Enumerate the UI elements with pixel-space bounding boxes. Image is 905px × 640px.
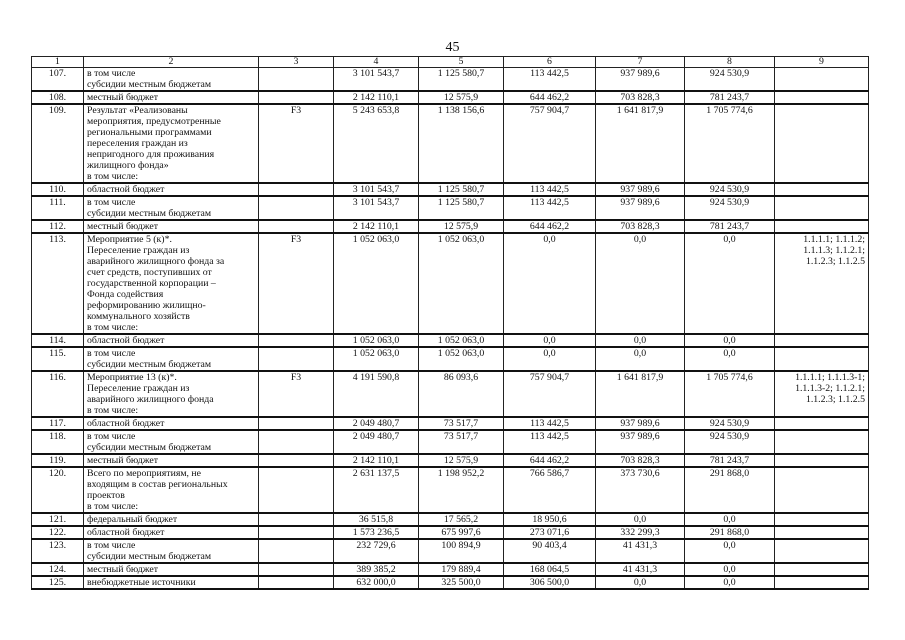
budget-code [259,68,334,92]
value-col-8: 924 530,9 [685,430,775,454]
task-reference [775,467,869,513]
table-row [32,371,869,417]
value-col-5: 1 125 580,7 [419,196,504,220]
value-col-6: 0,0 [504,334,596,347]
column-header: 1 [32,57,84,68]
column-header: 9 [775,57,869,68]
value-col-5: 1 125 580,7 [419,183,504,196]
row-number: 123. [32,539,84,563]
value-col-8: 781 243,7 [685,91,775,104]
value-col-7: 0,0 [596,576,685,589]
row-number: 122. [32,526,84,539]
value-col-7: 703 828,3 [596,220,685,233]
table-row [32,467,869,513]
value-col-7: 332 299,3 [596,526,685,539]
budget-code [259,196,334,220]
value-col-4: 2 142 110,1 [334,454,419,467]
budget-code [259,526,334,539]
value-col-8: 781 243,7 [685,220,775,233]
value-col-4: 3 101 543,7 [334,196,419,220]
value-col-7: 0,0 [596,334,685,347]
value-col-4: 1 052 063,0 [334,347,419,371]
value-col-8: 924 530,9 [685,183,775,196]
task-reference [775,196,869,220]
row-number: 115. [32,347,84,371]
value-col-6: 757 904,7 [504,104,596,183]
row-name: в том числе субсидии местным бюджетам [84,347,259,371]
value-col-4: 2 049 480,7 [334,430,419,454]
value-col-7: 0,0 [596,233,685,334]
value-col-7: 937 989,6 [596,183,685,196]
value-col-8: 924 530,9 [685,68,775,92]
task-reference: 1.1.1.1; 1.1.1.3-1; 1.1.1.3-2; 1.1.2.1; 1.1.2.3; 1.1.2.5 [775,371,869,417]
table-row [32,68,869,92]
value-col-8: 1 705 774,6 [685,104,775,183]
budget-code [259,563,334,576]
value-col-8: 0,0 [685,233,775,334]
value-col-8: 924 530,9 [685,417,775,430]
row-name: федеральный бюджет [84,513,259,526]
value-col-6: 0,0 [504,347,596,371]
task-reference [775,91,869,104]
value-col-8: 781 243,7 [685,454,775,467]
value-col-5: 1 125 580,7 [419,68,504,92]
value-col-4: 3 101 543,7 [334,68,419,92]
value-col-4: 2 142 110,1 [334,220,419,233]
value-col-7: 373 730,6 [596,467,685,513]
row-number: 121. [32,513,84,526]
row-number: 125. [32,576,84,589]
column-header: 5 [419,57,504,68]
row-number: 118. [32,430,84,454]
value-col-4: 1 052 063,0 [334,233,419,334]
row-name: Всего по мероприятиям, не входящим в состав региональных проектов в том числе: [84,467,259,513]
value-col-8: 0,0 [685,513,775,526]
value-col-8: 0,0 [685,563,775,576]
budget-code [259,576,334,589]
table-row [32,430,869,454]
value-col-4: 2 049 480,7 [334,417,419,430]
row-name: Мероприятие 5 (к)*. Переселение граждан из аварийного жилищного фонда за счет средств, поступивших от государственной корпорации – Фонда содействия реформированию жилищно- коммунального хозяйств в том числе: [84,233,259,334]
row-name: областной бюджет [84,526,259,539]
row-name: в том числе субсидии местным бюджетам [84,68,259,92]
value-col-6: 113 442,5 [504,417,596,430]
row-name: в том числе субсидии местным бюджетам [84,430,259,454]
column-header: 4 [334,57,419,68]
value-col-4: 389 385,2 [334,563,419,576]
budget-code [259,91,334,104]
value-col-5: 12 575,9 [419,220,504,233]
table-row [32,526,869,539]
budget-code [259,417,334,430]
value-col-4: 632 000,0 [334,576,419,589]
value-col-8: 0,0 [685,539,775,563]
value-col-5: 325 500,0 [419,576,504,589]
value-col-5: 1 052 063,0 [419,334,504,347]
value-col-5: 12 575,9 [419,454,504,467]
value-col-6: 168 064,5 [504,563,596,576]
value-col-5: 17 565,2 [419,513,504,526]
column-header: 8 [685,57,775,68]
budget-code [259,430,334,454]
value-col-6: 113 442,5 [504,430,596,454]
table-row [32,91,869,104]
value-col-4: 2 142 110,1 [334,91,419,104]
row-number: 112. [32,220,84,233]
value-col-7: 1 641 817,9 [596,371,685,417]
task-reference [775,417,869,430]
value-col-8: 291 868,0 [685,526,775,539]
task-reference [775,430,869,454]
row-name: Результат «Реализованы мероприятия, предусмотренные региональными программами переселения граждан из непригодного для проживания жилищного фонда» в том числе: [84,104,259,183]
task-reference [775,334,869,347]
table-row [32,563,869,576]
value-col-6: 18 950,6 [504,513,596,526]
column-header: 2 [84,57,259,68]
value-col-8: 924 530,9 [685,196,775,220]
row-number: 119. [32,454,84,467]
task-reference [775,183,869,196]
table-row [32,513,869,526]
value-col-5: 675 997,6 [419,526,504,539]
row-name: местный бюджет [84,220,259,233]
value-col-6: 273 071,6 [504,526,596,539]
value-col-4: 4 191 590,8 [334,371,419,417]
value-col-7: 41 431,3 [596,563,685,576]
task-reference [775,454,869,467]
column-header-row [32,57,869,68]
row-number: 114. [32,334,84,347]
task-reference: 1.1.1.1; 1.1.1.2; 1.1.1.3; 1.1.2.1; 1.1.2.3; 1.1.2.5 [775,233,869,334]
task-reference [775,220,869,233]
table-row [32,233,869,334]
budget-code [259,467,334,513]
value-col-6: 644 462,2 [504,91,596,104]
row-name: местный бюджет [84,91,259,104]
row-name: местный бюджет [84,454,259,467]
value-col-6: 113 442,5 [504,68,596,92]
value-col-6: 0,0 [504,233,596,334]
task-reference [775,576,869,589]
column-header: 6 [504,57,596,68]
value-col-7: 703 828,3 [596,454,685,467]
row-name: внебюджетные источники [84,576,259,589]
value-col-8: 0,0 [685,334,775,347]
value-col-5: 12 575,9 [419,91,504,104]
value-col-4: 232 729,6 [334,539,419,563]
table-row [32,104,869,183]
value-col-7: 937 989,6 [596,68,685,92]
table-row [32,454,869,467]
value-col-7: 703 828,3 [596,91,685,104]
task-reference [775,68,869,92]
row-name: Мероприятие 13 (к)*. Переселение граждан из аварийного жилищного фонда в том числе: [84,371,259,417]
budget-code: F3 [259,371,334,417]
value-col-4: 1 573 236,5 [334,526,419,539]
row-number: 107. [32,68,84,92]
value-col-7: 1 641 817,9 [596,104,685,183]
task-reference [775,526,869,539]
budget-code: F3 [259,104,334,183]
value-col-6: 113 442,5 [504,183,596,196]
value-col-4: 3 101 543,7 [334,183,419,196]
value-col-5: 179 889,4 [419,563,504,576]
value-col-5: 1 052 063,0 [419,233,504,334]
value-col-5: 73 517,7 [419,430,504,454]
row-name: в том числе субсидии местным бюджетам [84,539,259,563]
table-row [32,417,869,430]
task-reference [775,104,869,183]
value-col-7: 41 431,3 [596,539,685,563]
value-col-4: 1 052 063,0 [334,334,419,347]
budget-table [31,56,869,590]
value-col-5: 1 198 952,2 [419,467,504,513]
value-col-5: 73 517,7 [419,417,504,430]
budget-code [259,454,334,467]
value-col-7: 0,0 [596,347,685,371]
budget-code [259,334,334,347]
page-number: 45 [445,40,460,55]
value-col-8: 0,0 [685,576,775,589]
value-col-6: 766 586,7 [504,467,596,513]
budget-code [259,347,334,371]
value-col-6: 113 442,5 [504,196,596,220]
table-row [32,539,869,563]
row-number: 108. [32,91,84,104]
budget-code: F3 [259,233,334,334]
value-col-4: 5 243 653,8 [334,104,419,183]
value-col-4: 2 631 137,5 [334,467,419,513]
value-col-6: 90 403,4 [504,539,596,563]
table-row [32,576,869,589]
value-col-8: 0,0 [685,347,775,371]
row-number: 116. [32,371,84,417]
value-col-4: 36 515,8 [334,513,419,526]
row-name: в том числе субсидии местным бюджетам [84,196,259,220]
task-reference [775,513,869,526]
value-col-7: 0,0 [596,513,685,526]
row-name: областной бюджет [84,334,259,347]
task-reference [775,347,869,371]
value-col-7: 937 989,6 [596,417,685,430]
column-header: 7 [596,57,685,68]
row-number: 113. [32,233,84,334]
value-col-5: 1 138 156,6 [419,104,504,183]
row-name: областной бюджет [84,183,259,196]
task-reference [775,539,869,563]
row-name: местный бюджет [84,563,259,576]
value-col-5: 86 093,6 [419,371,504,417]
budget-code [259,220,334,233]
table-row [32,183,869,196]
row-number: 124. [32,563,84,576]
row-number: 109. [32,104,84,183]
value-col-6: 644 462,2 [504,220,596,233]
value-col-6: 644 462,2 [504,454,596,467]
budget-code [259,539,334,563]
value-col-7: 937 989,6 [596,430,685,454]
row-number: 117. [32,417,84,430]
value-col-8: 291 868,0 [685,467,775,513]
value-col-8: 1 705 774,6 [685,371,775,417]
row-number: 120. [32,467,84,513]
budget-code [259,513,334,526]
table-row [32,196,869,220]
table-row [32,220,869,233]
table-row [32,347,869,371]
table-row [32,334,869,347]
value-col-6: 306 500,0 [504,576,596,589]
row-name: областной бюджет [84,417,259,430]
row-number: 111. [32,196,84,220]
value-col-5: 1 052 063,0 [419,347,504,371]
budget-code [259,183,334,196]
value-col-5: 100 894,9 [419,539,504,563]
row-number: 110. [32,183,84,196]
value-col-7: 937 989,6 [596,196,685,220]
value-col-6: 757 904,7 [504,371,596,417]
column-header: 3 [259,57,334,68]
task-reference [775,563,869,576]
